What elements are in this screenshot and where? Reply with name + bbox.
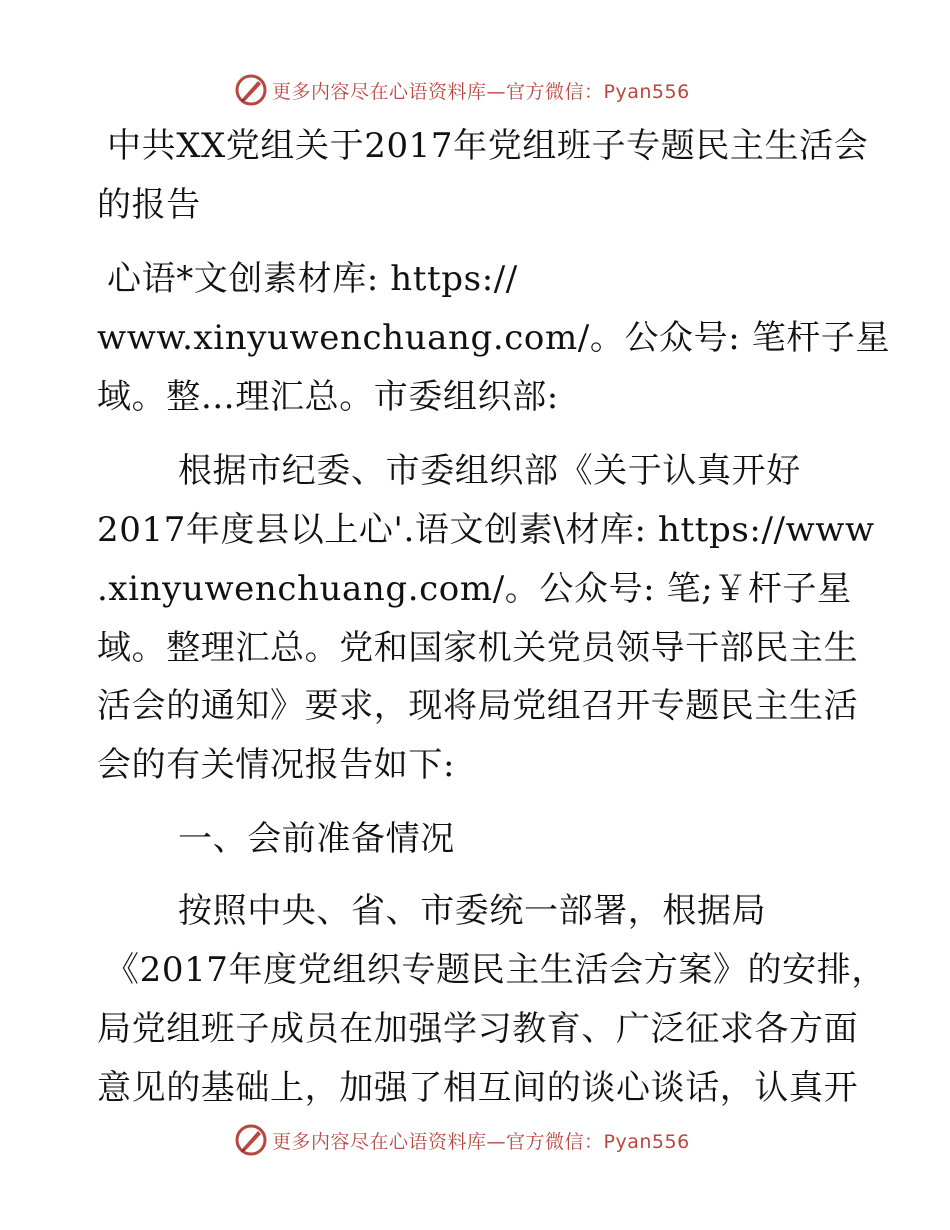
- watermark-text: 更多内容尽在心语资料库—官方微信：Pyan556: [272, 80, 690, 103]
- section-heading: 一、会前准备情况: [178, 819, 455, 859]
- quill-pen-circle-icon: [234, 1123, 268, 1157]
- paragraph-2-line-4: 意见的基础上，加强了相互间的谈心谈话，认真开: [97, 1068, 859, 1108]
- paragraph-1-line-3: .xinyuwenchuang.com/。公众号: 笔;￥杆子星: [97, 569, 852, 609]
- paragraph-1-line-1: 根据市纪委、市委组织部《关于认真开好: [178, 451, 801, 491]
- paragraph-1-line-6: 会的有关情况报告如下:: [97, 745, 456, 785]
- source-line-3: 域。整…理汇总。市委组织部:: [97, 377, 559, 417]
- source-line-1: 心语*文创素材库: https://: [107, 259, 518, 299]
- document-title-line-2: 的报告: [97, 185, 201, 225]
- paragraph-1-line-5: 活会的通知》要求，现将局党组召开专题民主生活: [97, 686, 859, 726]
- paragraph-1-line-2: 2017年度县以上心'.语文创素\材库: https://www: [97, 510, 875, 550]
- source-line-2: www.xinyuwenchuang.com/。公众号: 笔杆子星: [97, 318, 891, 358]
- document-title-line-1: 中共XX党组关于2017年党组班子专题民主生活会: [107, 126, 869, 166]
- watermark-text: 更多内容尽在心语资料库—官方微信：Pyan556: [272, 1130, 690, 1153]
- footer-watermark: [234, 1122, 690, 1158]
- paragraph-2-line-3: 局党组班子成员在加强学习教育、广泛征求各方面: [97, 1009, 859, 1049]
- paragraph-2-line-2: 《2017年度党组织专题民主生活会方案》的安排，: [105, 950, 886, 990]
- paragraph-1-line-4: 域。整理汇总。党和国家机关党员领导干部民主生: [97, 628, 859, 668]
- paragraph-2-line-1: 按照中央、省、市委统一部署，根据局: [178, 891, 767, 931]
